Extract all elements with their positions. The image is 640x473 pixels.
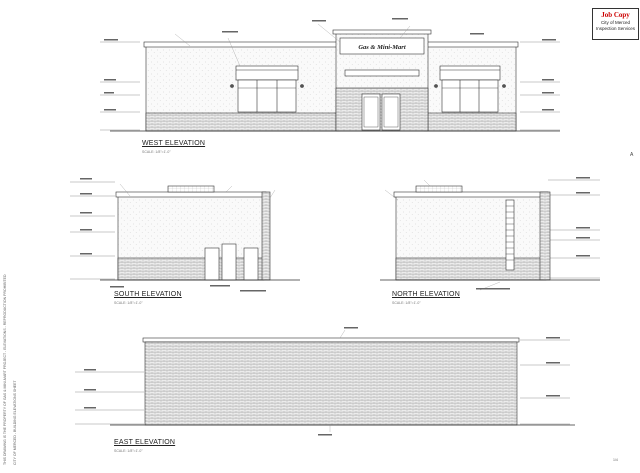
wall-sconce	[503, 85, 506, 88]
west-elevation-title: WEST ELEVATION	[142, 140, 206, 147]
south-elevation-title: SOUTH ELEVATION	[114, 291, 182, 298]
east-parapet	[143, 338, 519, 342]
north-parapet	[394, 192, 548, 197]
east-elevation-title: EAST ELEVATION	[114, 439, 176, 446]
west-left-parapet	[144, 42, 342, 47]
north-elevation-title: NORTH ELEVATION	[392, 291, 460, 298]
stamp-city: City of Merced	[600, 20, 630, 25]
west-window-right	[440, 66, 500, 112]
sheet-edge-marker: A	[630, 152, 634, 158]
west-brick-base-left	[146, 113, 340, 131]
south-service-door-3	[244, 248, 258, 280]
west-right-parapet	[422, 42, 518, 47]
east-elevation	[75, 330, 575, 432]
south-parapet	[116, 192, 266, 197]
margin-note-left: THIS DRAWING IS THE PROPERTY OF GAS & MINI-MART PROJECT - ELEVATIONS - REPRODUCTION PROHIBITED	[3, 274, 7, 465]
west-tower-cap	[333, 30, 431, 34]
south-service-door-1	[205, 248, 219, 280]
job-copy-stamp	[592, 8, 639, 40]
stamp-department: Inspection Services	[595, 26, 636, 31]
south-elevation	[70, 182, 300, 280]
north-end-pier	[540, 192, 550, 280]
west-window-left	[236, 66, 298, 112]
west-entry-door-right	[382, 94, 400, 130]
west-level-markers-left	[100, 42, 140, 130]
west-elevation	[100, 24, 560, 131]
east-wall	[145, 342, 517, 425]
west-level-markers-right	[520, 42, 560, 130]
north-roof-ladder	[506, 200, 514, 270]
east-elevation-scale: SCALE: 1/8"=1'-0"	[114, 449, 143, 453]
west-sign-text: Gas & Mini-Mart	[358, 44, 406, 51]
bottom-right-ref: 1/4	[613, 458, 618, 462]
stamp-title: Job Copy	[601, 11, 630, 19]
south-service-door-2	[222, 244, 236, 280]
north-rooftop-unit	[416, 186, 462, 192]
north-elevation-scale: SCALE: 1/8"=1'-0"	[392, 301, 421, 305]
south-end-pier	[262, 192, 270, 280]
west-brick-base-right	[424, 113, 516, 131]
margin-note-left-2: CITY OF MERCED - BUILDING ELEVATIONS SHEET	[13, 380, 17, 465]
wall-sconce	[435, 85, 438, 88]
wall-sconce	[231, 85, 234, 88]
south-brick-base	[118, 258, 264, 280]
north-brick-base	[396, 258, 546, 280]
west-entry-door-left	[362, 94, 380, 130]
south-rooftop-unit	[168, 186, 214, 192]
south-elevation-scale: SCALE: 1/8"=1'-0"	[114, 301, 143, 305]
west-entry-canopy	[345, 70, 419, 76]
wall-sconce	[301, 85, 304, 88]
north-elevation	[380, 180, 600, 290]
west-elevation-scale: SCALE: 1/8"=1'-0"	[142, 150, 171, 154]
